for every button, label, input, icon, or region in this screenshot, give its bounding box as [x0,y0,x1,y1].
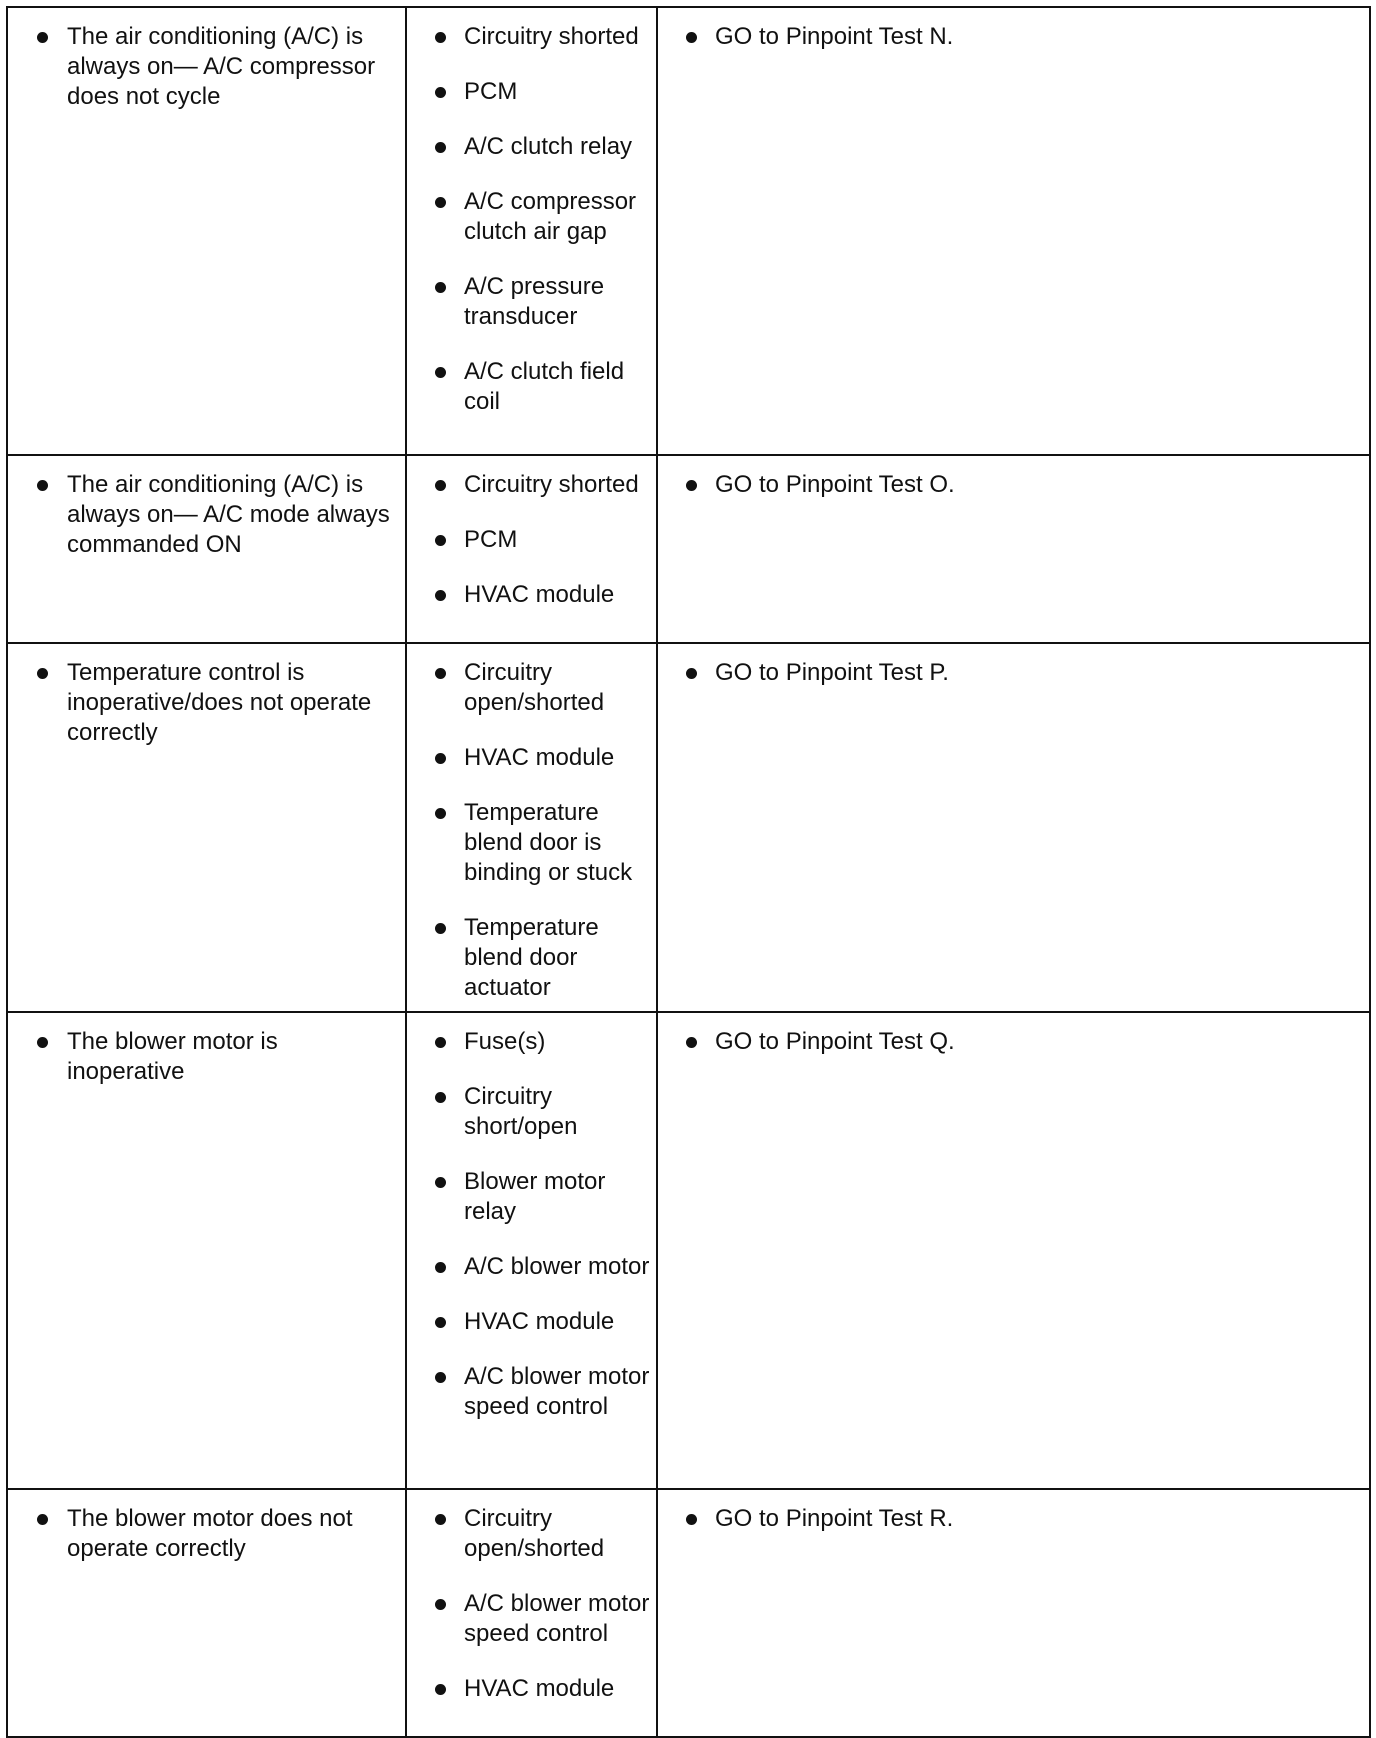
possible-source-cell [406,7,657,455]
list-item [658,470,1369,500]
symptom-chart-table [6,6,1371,1738]
list-item [407,272,656,332]
list-item [407,1252,656,1282]
bullet-icon [435,1514,446,1525]
symptom-cell [7,1012,406,1489]
list-item [407,357,656,417]
possible-source-text: Temperature blend door is binding or stuck [464,799,633,886]
bullet-icon [435,668,446,679]
possible-source-text: Circuitry open/shorted [464,659,605,716]
possible-source-text: HVAC module [464,581,615,608]
bullet-icon [435,753,446,764]
bullet-icon [37,32,48,43]
bullet-icon [435,1037,446,1048]
possible-source-cell [406,455,657,643]
action-text: GO to Pinpoint Test P. [715,659,949,686]
list-item [407,525,656,555]
list-item [407,187,656,247]
list-item [407,1362,656,1422]
possible-source-text: A/C pressure transducer [464,273,605,330]
table-row [7,455,1370,643]
bullet-icon [435,87,446,98]
possible-source-cell [406,1489,657,1737]
list-item [658,658,1369,688]
bullet-icon [435,1372,446,1383]
symptom-text: The blower motor is inoperative [67,1028,278,1085]
possible-source-cell [406,1012,657,1489]
action-text: GO to Pinpoint Test Q. [715,1028,955,1055]
bullet-icon [435,282,446,293]
list-item [407,1027,656,1057]
list-item [407,1167,656,1227]
symptom-cell [7,455,406,643]
possible-source-text: Blower motor relay [464,1168,606,1225]
list-item [407,470,656,500]
list-item [407,1307,656,1337]
table-row [7,643,1370,1012]
bullet-icon [686,1037,697,1048]
action-cell [657,1489,1370,1737]
action-cell [657,643,1370,1012]
symptom-cell [7,1489,406,1737]
bullet-icon [686,32,697,43]
bullet-icon [435,535,446,546]
list-item [8,470,405,560]
list-item [407,913,656,1003]
symptom-text: The blower motor does not operate correctly [67,1505,353,1562]
bullet-icon [435,590,446,601]
bullet-icon [37,480,48,491]
bullet-icon [435,1262,446,1273]
symptom-text: The air conditioning (A/C) is always on— A/C compressor does not cycle [67,23,376,110]
bullet-icon [686,1514,697,1525]
table-row [7,7,1370,455]
bullet-icon [435,142,446,153]
list-item [658,1027,1369,1057]
action-text: GO to Pinpoint Test O. [715,471,955,498]
possible-source-text: A/C compressor clutch air gap [464,188,637,245]
possible-source-text: A/C clutch field coil [464,358,625,415]
possible-source-text: A/C clutch relay [464,133,633,160]
list-item [407,580,656,610]
list-item [407,1589,656,1649]
bullet-icon [435,32,446,43]
possible-source-cell [406,643,657,1012]
possible-source-text: Circuitry shorted [464,471,639,498]
table-row [7,1489,1370,1737]
bullet-icon [435,1177,446,1188]
action-text: GO to Pinpoint Test N. [715,23,954,50]
symptom-text: Temperature control is inoperative/does not operate correctly [67,659,372,746]
bullet-icon [435,1599,446,1610]
bullet-icon [686,480,697,491]
possible-source-text: HVAC module [464,744,615,771]
list-item [407,1674,656,1704]
bullet-icon [435,1092,446,1103]
possible-source-text: PCM [464,526,518,553]
possible-source-text: HVAC module [464,1675,615,1702]
bullet-icon [435,367,446,378]
bullet-icon [435,1684,446,1695]
symptom-cell [7,7,406,455]
bullet-icon [435,1317,446,1328]
list-item [407,1082,656,1142]
bullet-icon [37,668,48,679]
list-item [658,1504,1369,1534]
bullet-icon [37,1037,48,1048]
list-item [8,1027,405,1087]
action-cell [657,455,1370,643]
possible-source-text: Circuitry open/shorted [464,1505,605,1562]
list-item [407,743,656,773]
list-item [407,1504,656,1564]
list-item [407,798,656,888]
action-cell [657,1012,1370,1489]
list-item [658,22,1369,52]
symptom-text: The air conditioning (A/C) is always on— A/C mode always commanded ON [67,471,390,558]
symptom-cell [7,643,406,1012]
bullet-icon [435,197,446,208]
possible-source-text: Fuse(s) [464,1028,546,1055]
list-item [407,22,656,52]
list-item [8,658,405,748]
possible-source-text: HVAC module [464,1308,615,1335]
bullet-icon [435,808,446,819]
list-item [8,22,405,112]
list-item [8,1504,405,1564]
list-item [407,77,656,107]
possible-source-text: A/C blower motor speed control [464,1590,650,1647]
bullet-icon [37,1514,48,1525]
possible-source-text: Circuitry short/open [464,1083,578,1140]
possible-source-text: A/C blower motor speed control [464,1363,650,1420]
list-item [407,658,656,718]
possible-source-text: Temperature blend door actuator [464,914,599,1001]
list-item [407,132,656,162]
possible-source-text: PCM [464,78,518,105]
action-text: GO to Pinpoint Test R. [715,1505,954,1532]
bullet-icon [435,480,446,491]
action-cell [657,7,1370,455]
bullet-icon [435,923,446,934]
bullet-icon [686,668,697,679]
possible-source-text: A/C blower motor [464,1253,650,1280]
possible-source-text: Circuitry shorted [464,23,639,50]
table-row [7,1012,1370,1489]
